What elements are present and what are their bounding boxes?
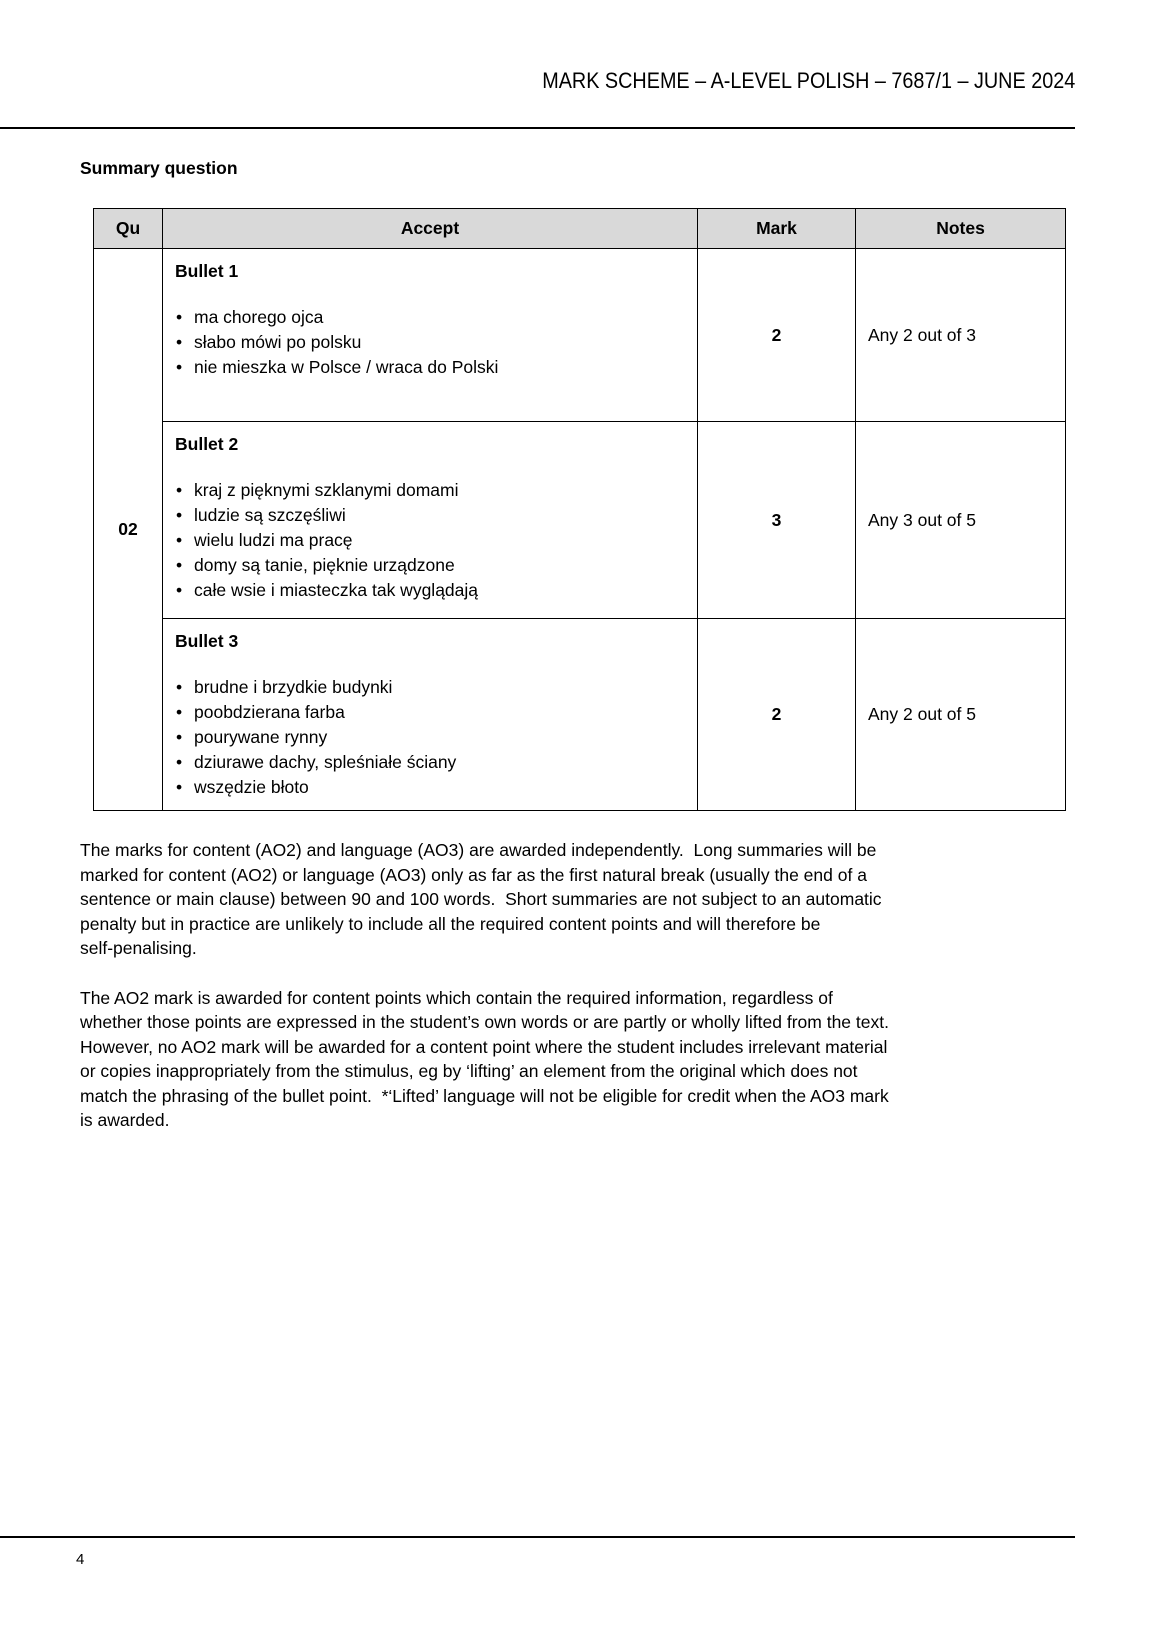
mark-value: 2 (698, 619, 856, 811)
accept-point: • nie mieszka w Polsce / wraca do Polski (175, 355, 685, 380)
bullet-group-title: Bullet 1 (175, 261, 239, 281)
table-row-bullet-2 (94, 422, 1066, 619)
accept-point: • wielu ludzi ma pracę (175, 528, 685, 553)
column-header-accept: Accept (163, 209, 698, 249)
paragraph-line: However, no AO2 mark will be awarded for a content point where the student includes irrelevant material (80, 1036, 888, 1057)
notes-value: Any 2 out of 5 (856, 619, 1066, 811)
accept-point: • ludzie są szczęśliwi (175, 503, 685, 528)
paragraph-line: self-penalising. (80, 938, 197, 958)
column-header-notes: Notes (856, 209, 1066, 249)
running-header-text: MARK SCHEME – A-LEVEL POLISH – 7687/1 – JUNE 2024 (541, 68, 1075, 93)
header-rule (0, 127, 1075, 129)
accept-cell-bullet-1 (163, 249, 698, 422)
bullet-group-title: Bullet 2 (175, 434, 239, 454)
accept-points-list (175, 478, 685, 603)
paragraph-line: sentence or main clause) between 90 and 100 words. Short summaries are not subject to an automatic (80, 889, 882, 909)
column-header-qu: Qu (94, 209, 163, 249)
paragraph-line: match the phrasing of the bullet point. *‘Lifted’ language will not be eligible for credit when the AO3 mark (80, 1085, 889, 1106)
accept-cell-bullet-2 (163, 422, 698, 619)
guidance-paragraph-1 (80, 838, 1050, 961)
mark-value: 2 (698, 249, 856, 422)
mark-value: 3 (698, 422, 856, 619)
accept-point: • dziurawe dachy, spleśniałe ściany (175, 750, 685, 775)
accept-point: • słabo mówi po polsku (175, 330, 685, 355)
guidance-paragraph-2 (80, 986, 1050, 1133)
page-number: 4 (76, 1551, 85, 1568)
running-header (0, 68, 1075, 94)
table-row-bullet-3 (94, 619, 1066, 811)
paragraph-line: is awarded. (80, 1110, 170, 1130)
footer-rule (0, 1536, 1075, 1538)
notes-value: Any 2 out of 3 (856, 249, 1066, 422)
accept-point: • całe wsie i miasteczka tak wyglądają (175, 578, 685, 603)
guidance-text (80, 838, 1050, 1158)
accept-point: • domy są tanie, pięknie urządzone (175, 553, 685, 578)
paragraph-line: penalty but in practice are unlikely to include all the required content points and will therefore be (80, 913, 821, 934)
question-number: 02 (94, 249, 163, 811)
column-header-mark: Mark (698, 209, 856, 249)
paragraph-line: or copies inappropriately from the stimulus, eg by ‘lifting’ an element from the original which does not (80, 1061, 858, 1081)
accept-point: • pourywane rynny (175, 725, 685, 750)
accept-point: • brudne i brzydkie budynki (175, 675, 685, 700)
accept-point: • poobdzierana farba (175, 700, 685, 725)
bullet-group-title: Bullet 3 (175, 631, 239, 651)
accept-points-list (175, 675, 685, 800)
accept-point: • wszędzie błoto (175, 775, 685, 800)
table-header-row (94, 209, 1066, 249)
table-row-bullet-1 (94, 249, 1066, 422)
paragraph-line: The marks for content (AO2) and language (AO3) are awarded independently. Long summaries will be (80, 840, 877, 860)
paragraph-line: marked for content (AO2) or language (AO3) only as far as the first natural break (usually the end of a (80, 864, 867, 885)
accept-point: • ma chorego ojca (175, 305, 685, 330)
notes-value: Any 3 out of 5 (856, 422, 1066, 619)
accept-points-list (175, 305, 685, 380)
paragraph-line: whether those points are expressed in the student’s own words or are partly or wholly lifted from the text. (80, 1012, 889, 1032)
accept-point: • kraj z pięknymi szklanymi domami (175, 478, 685, 503)
paragraph-line: The AO2 mark is awarded for content points which contain the required information, regardless of (80, 987, 833, 1008)
accept-cell-bullet-3 (163, 619, 698, 811)
mark-scheme-table (93, 208, 1066, 811)
section-heading: Summary question (80, 158, 238, 178)
